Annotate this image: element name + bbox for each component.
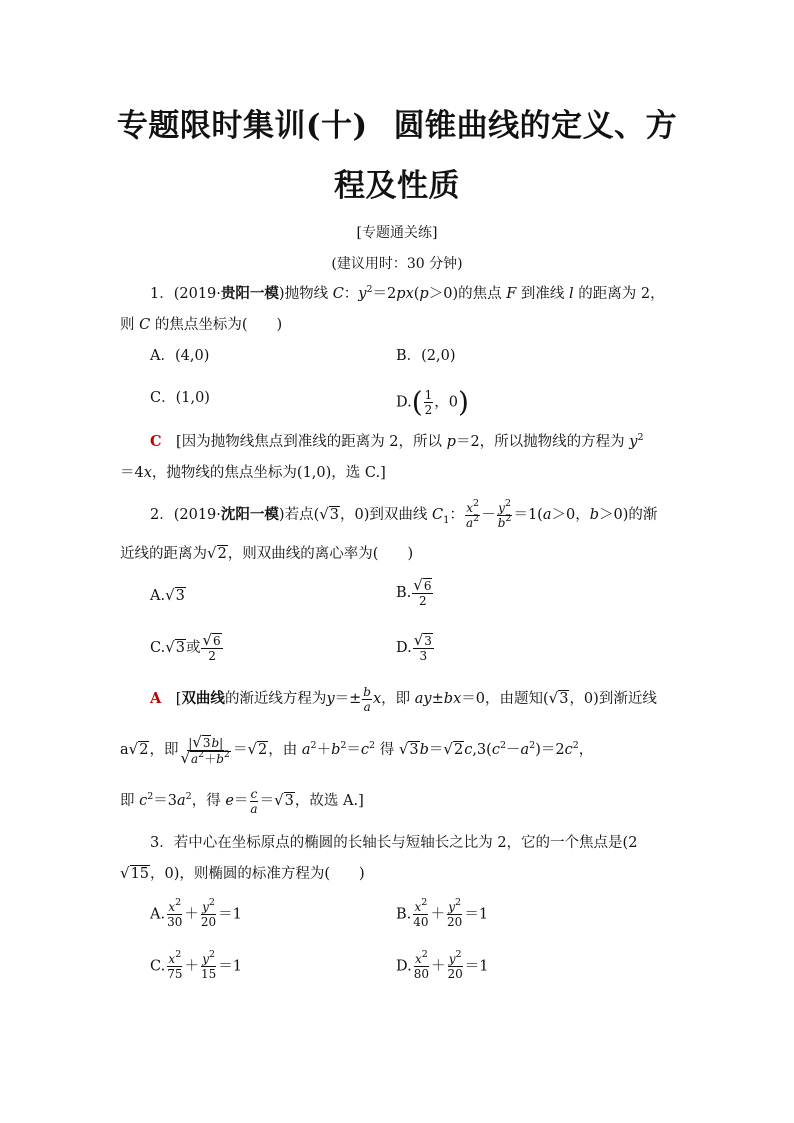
q2-option-a: A.√3 bbox=[150, 586, 185, 604]
time-hint: (建议用时：30 分钟) bbox=[331, 256, 463, 272]
q3-option-b: B. $\frac{x^2}{40}$ ＋ $\frac{y^2}{20}$ ＝1 bbox=[396, 897, 489, 929]
q2-stem-line2: 近线的距离为√2，则双曲线的离心率为( ) bbox=[120, 544, 414, 562]
q3-option-a: A. $\frac{x^2}{30}$ ＋ $\frac{y^2}{20}$ ＝1 bbox=[150, 897, 242, 929]
page-title-line2: 程及性质 bbox=[334, 168, 460, 204]
q2-option-c: C.√3或 $\frac{√6}{2}$ bbox=[150, 631, 221, 663]
q1-solution-line1: C [因为抛物线焦点到准线的距离为 2，所以 p＝2，所以抛物线的方程为 $y^2$ bbox=[150, 432, 644, 450]
q2-answer: A bbox=[150, 690, 162, 707]
q1-option-c: C．(1,0) bbox=[150, 390, 210, 406]
q1-stem-line1: 1．(2019·贵阳一模)抛物线 C：$y^2=2px(p>0)$的焦点 F 到准线 l 的距离为 2， bbox=[150, 284, 665, 302]
q3-option-d: D. $\frac{x^2}{80}$ ＋ $\frac{y^2}{20}$ ＝1 bbox=[396, 949, 489, 981]
q1-option-d: D.( $\frac{1}{2}$ ，0) bbox=[396, 385, 469, 419]
q2-solution-line1: A [双曲线的渐近线方程为y＝± $\frac{b}{a}$ x，即 ay±bx＝0，由题知(√3，0)到渐近线 bbox=[150, 684, 657, 714]
q3-stem-line1: 3．若中心在坐标原点的椭圆的长轴长与短轴长之比为 2，它的一个焦点是(2 bbox=[150, 835, 638, 851]
section-label: [专题通关练] bbox=[356, 225, 438, 241]
q1-stem-line2: 则 C 的焦点坐标为( ) bbox=[120, 317, 283, 333]
q1-option-a: A．(4,0) bbox=[150, 348, 210, 364]
q1-solution-line2: ＝4x，抛物线的焦点坐标为(1,0)，选 C.] bbox=[120, 465, 386, 481]
q3-stem-line2: √15，0)，则椭圆的标准方程为( ) bbox=[120, 864, 365, 882]
q2-solution-line2: a√2，即 $\frac{|√3b|}{√a^2+b^2}$ ＝√2，由 $a^2+b^2=c^2$ 得 $√3b=√2c,3(c^2-a^2)=2c^2$， bbox=[120, 732, 594, 767]
q1-option-b: B．(2,0) bbox=[396, 348, 456, 364]
q1-answer: C bbox=[150, 433, 162, 450]
q2-solution-line3: 即 $c^2=3a^2$，得 e＝ $\frac{c}{a}$ ＝√3，故选 A.] bbox=[120, 786, 364, 816]
q2-stem-line1: 2．(2019·沈阳一模)若点(√3，0)到双曲线 $C_1$： $\frac{x^2}{a^2}$ － $\frac{y^2}{b^2}$ ＝1(a＞0，b＞0)的渐 bbox=[150, 497, 658, 530]
q2-option-d: D. $\frac{√3}{3}$ bbox=[396, 631, 432, 663]
page-title-line1: 专题限时集训(十) 圆锥曲线的定义、方 bbox=[116, 108, 678, 144]
q3-option-c: C. $\frac{x^2}{75}$ ＋ $\frac{y^2}{15}$ ＝1 bbox=[150, 949, 242, 981]
q2-option-b: B. $\frac{√6}{2}$ bbox=[396, 576, 432, 608]
